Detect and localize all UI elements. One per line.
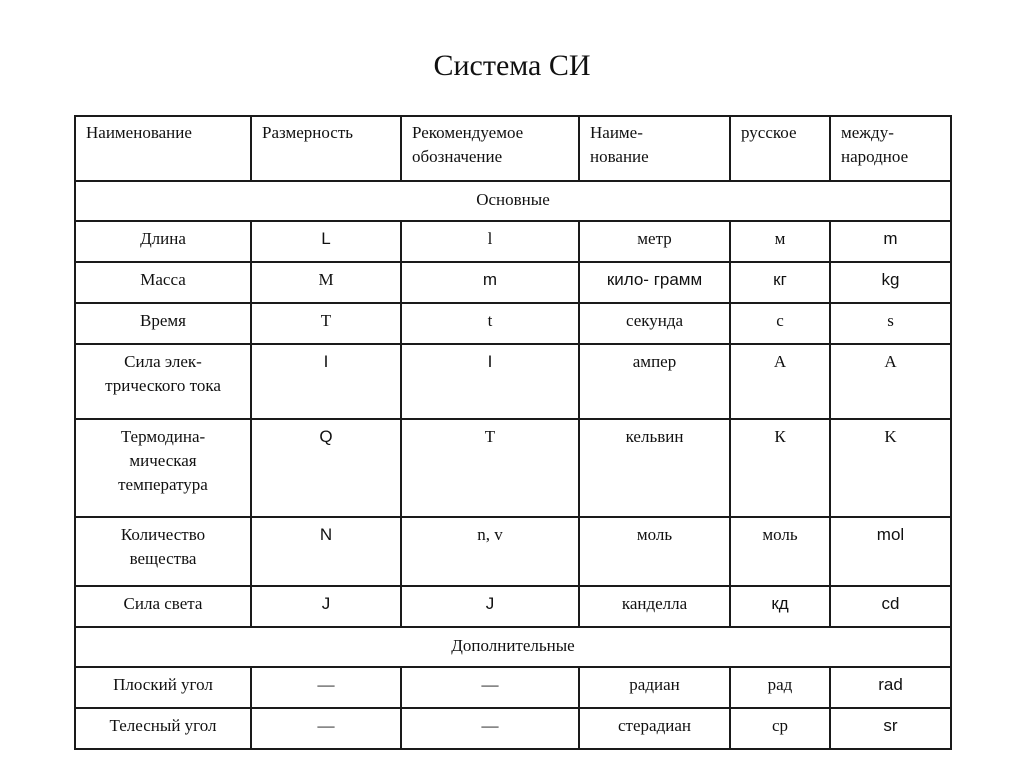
cell-dimension: —	[251, 708, 401, 749]
cell-symbol: l	[401, 221, 579, 262]
cell-international: A	[830, 344, 951, 419]
cell-dimension: M	[251, 262, 401, 303]
section-additional: Дополнительные	[75, 627, 951, 667]
cell-unit-name: стерадиан	[579, 708, 730, 749]
cell-symbol: n, v	[401, 517, 579, 586]
cell-name: Количество вещества	[75, 517, 251, 586]
header-international: между- народное	[830, 116, 951, 181]
cell-symbol: m	[401, 262, 579, 303]
table-row	[75, 586, 951, 627]
cell-dimension: —	[251, 667, 401, 708]
cell-symbol: —	[401, 708, 579, 749]
cell-international: sr	[830, 708, 951, 749]
cell-russian: кд	[730, 586, 830, 627]
cell-unit-name: ампер	[579, 344, 730, 419]
cell-symbol: t	[401, 303, 579, 344]
cell-name: Масса	[75, 262, 251, 303]
cell-russian: рад	[730, 667, 830, 708]
cell-unit-name: секунда	[579, 303, 730, 344]
cell-name: Телесный угол	[75, 708, 251, 749]
cell-name: Длина	[75, 221, 251, 262]
page-title: Система СИ	[433, 49, 591, 82]
cell-name: Термодина- мическая температура	[75, 419, 251, 517]
cell-dimension: T	[251, 303, 401, 344]
table-row	[75, 708, 951, 749]
cell-name: Сила элек- трического тока	[75, 344, 251, 419]
header-dimension: Размерность	[251, 116, 401, 181]
cell-russian: ср	[730, 708, 830, 749]
table-row	[75, 667, 951, 708]
cell-international: kg	[830, 262, 951, 303]
header-symbol: Рекомендуемое обозначение	[401, 116, 579, 181]
cell-russian: с	[730, 303, 830, 344]
cell-dimension: J	[251, 586, 401, 627]
cell-unit-name: кельвин	[579, 419, 730, 517]
cell-unit-name: канделла	[579, 586, 730, 627]
si-units-table	[74, 115, 952, 750]
table-header-row	[75, 116, 951, 181]
cell-international: rad	[830, 667, 951, 708]
cell-symbol: J	[401, 586, 579, 627]
cell-international: mol	[830, 517, 951, 586]
cell-symbol: —	[401, 667, 579, 708]
cell-russian: А	[730, 344, 830, 419]
cell-unit-name: моль	[579, 517, 730, 586]
cell-name: Сила света	[75, 586, 251, 627]
table-row	[75, 517, 951, 586]
header-russian: русское	[730, 116, 830, 181]
cell-dimension: I	[251, 344, 401, 419]
cell-symbol: T	[401, 419, 579, 517]
cell-dimension: Q	[251, 419, 401, 517]
table-row	[75, 303, 951, 344]
table-row	[75, 419, 951, 517]
header-unit-name: Наиме- нование	[579, 116, 730, 181]
cell-unit-name: метр	[579, 221, 730, 262]
cell-name: Плоский угол	[75, 667, 251, 708]
cell-unit-name: радиан	[579, 667, 730, 708]
cell-dimension: N	[251, 517, 401, 586]
cell-dimension: L	[251, 221, 401, 262]
cell-unit-name: кило- грамм	[579, 262, 730, 303]
cell-international: m	[830, 221, 951, 262]
cell-international: cd	[830, 586, 951, 627]
section-row	[75, 181, 951, 221]
header-name: Наименование	[75, 116, 251, 181]
table-row	[75, 344, 951, 419]
cell-russian: К	[730, 419, 830, 517]
cell-russian: м	[730, 221, 830, 262]
cell-international: K	[830, 419, 951, 517]
cell-name: Время	[75, 303, 251, 344]
cell-international: s	[830, 303, 951, 344]
cell-russian: моль	[730, 517, 830, 586]
table-row	[75, 262, 951, 303]
section-row	[75, 627, 951, 667]
section-basic: Основные	[75, 181, 951, 221]
cell-symbol: I	[401, 344, 579, 419]
cell-russian: кг	[730, 262, 830, 303]
table-row	[75, 221, 951, 262]
